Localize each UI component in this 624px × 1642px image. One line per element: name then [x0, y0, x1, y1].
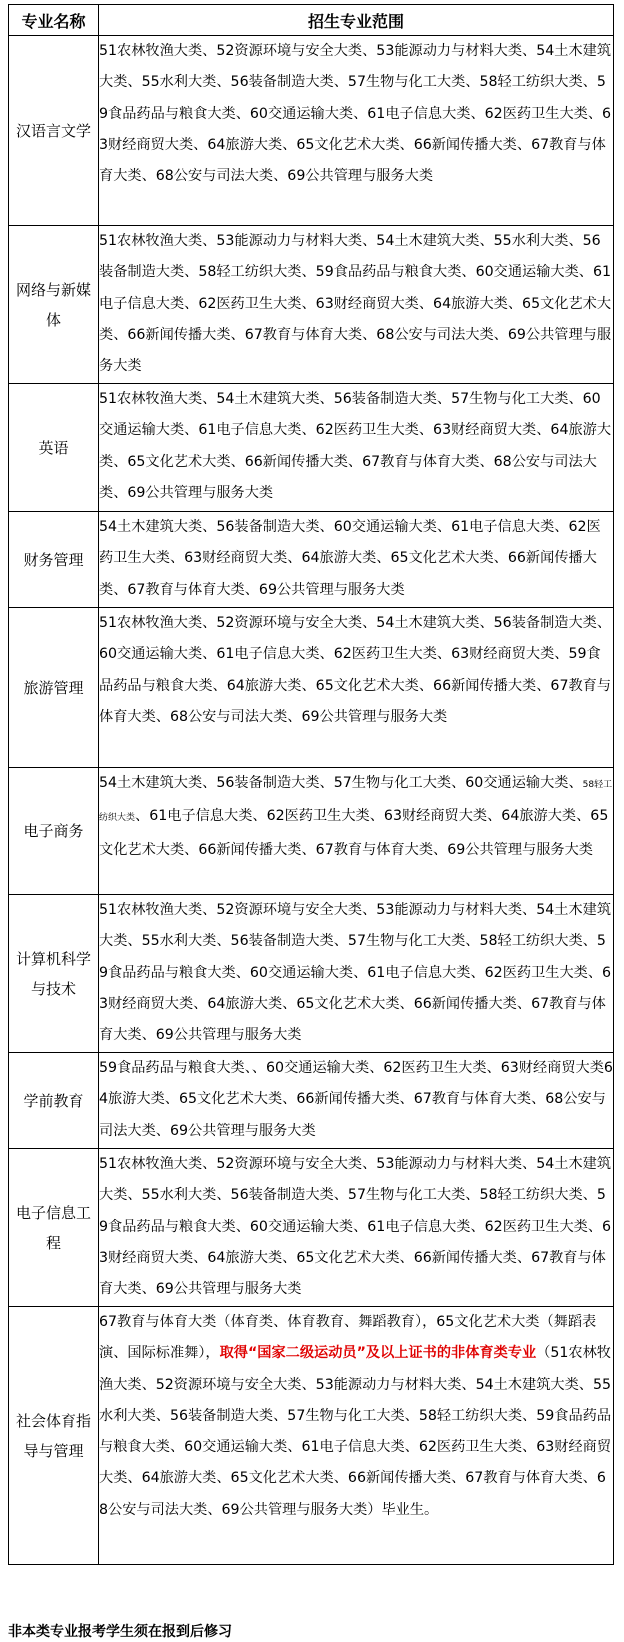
scope-text-part1: 67教育与体育大类（体育类、体育教育、舞蹈教育），65文化艺术大类（舞蹈表演、国际标准舞）， — [99, 1314, 597, 1362]
enrollment-scope: 59食品药品与粮食大类、、60交通运输大类、62医药卫生大类、63财经商贸大类64旅游大类、65文化艺术大类、66新闻传播大类、67教育与体育大类、68公安与司法大类、69公共管理与服务大类 — [99, 1053, 614, 1149]
table-row — [9, 768, 614, 895]
scope-text-highlight: 取得“国家二级运动员”及以上证书的非体育类专业 — [219, 1345, 537, 1362]
scope-text-part2: （51农林牧渔大类、52资源环境与安全大类、53能源动力与材料大类、54土木建筑大类、55水利大类、56装备制造大类、57生物与化工大类、58轻工纺织大类、59食品药品与粮食大类、60交通运输大类、61电子信息大类、62医药卫生大类、63财经商贸大类、64旅游大类、65文化艺术大类、66新闻传播大类、67教育与体育大类、68公安与司法大类、69公共管理与服务大类）毕业生。 — [99, 1345, 612, 1518]
scope-text-part2: 、61电子信息大类、62医药卫生大类、63财经商贸大类、64旅游大类、65文化艺术大类、66新闻传播大类、67教育与体育大类、69公共管理与服务大类 — [99, 808, 609, 858]
table-row — [9, 1149, 614, 1307]
table-row — [9, 608, 614, 768]
major-name: 计算机科学与技术 — [9, 895, 99, 1053]
enrollment-scope: 51农林牧渔大类、52资源环境与安全大类、54土木建筑大类、56装备制造大类、60交通运输大类、61电子信息大类、62医药卫生大类、63财经商贸大类、59食品药品与粮食大类、64旅游大类、65文化艺术大类、66新闻传播大类、67教育与体育大类、68公安与司法大类、69公共管理与服务大类 — [99, 608, 614, 768]
scope-text-small: 58轻工纺织大类 — [99, 780, 613, 824]
footnote-text: 非本类专业报考学生须在报到后修习 — [8, 1624, 232, 1640]
major-name: 英语 — [9, 384, 99, 512]
enrollment-scope: 51农林牧渔大类、53能源动力与材料大类、54土木建筑大类、55水利大类、56装备制造大类、58轻工纺织大类、59食品药品与粮食大类、60交通运输大类、61电子信息大类、62医药卫生大类、63财经商贸大类、64旅游大类、65文化艺术大类、66新闻传播大类、67教育与体育大类、68公安与司法大类、69公共管理与服务大类 — [99, 226, 614, 384]
major-scope-table — [8, 4, 614, 1565]
table-row — [9, 36, 614, 226]
major-name: 电子商务 — [9, 768, 99, 895]
major-name: 财务管理 — [9, 512, 99, 608]
enrollment-scope: 51农林牧渔大类、52资源环境与安全大类、53能源动力与材料大类、54土木建筑大类、55水利大类、56装备制造大类、57生物与化工大类、58轻工纺织大类、59食品药品与粮食大类、60交通运输大类、61电子信息大类、62医药卫生大类、63财经商贸大类、64旅游大类、65文化艺术大类、66新闻传播大类、67教育与体育大类、69公共管理与服务大类 — [99, 895, 614, 1053]
major-name: 学前教育 — [9, 1053, 99, 1149]
table-row — [9, 1307, 614, 1565]
header-major-name: 专业名称 — [9, 5, 99, 36]
scope-text-part1: 54土木建筑大类、56装备制造大类、57生物与化工大类、60交通运输大类、 — [99, 775, 583, 791]
table-row — [9, 1053, 614, 1149]
enrollment-scope: 51农林牧渔大类、54土木建筑大类、56装备制造大类、57生物与化工大类、60交通运输大类、61电子信息大类、62医药卫生大类、63财经商贸大类、64旅游大类、65文化艺术大类、66新闻传播大类、67教育与体育大类、68公安与司法大类、69公共管理与服务大类 — [99, 384, 614, 512]
major-name: 汉语言文学 — [9, 36, 99, 226]
table-row — [9, 384, 614, 512]
enrollment-scope — [99, 1307, 614, 1565]
enrollment-scope: 54土木建筑大类、56装备制造大类、60交通运输大类、61电子信息大类、62医药卫生大类、63财经商贸大类、64旅游大类、65文化艺术大类、66新闻传播大类、67教育与体育大类、69公共管理与服务大类 — [99, 512, 614, 608]
enrollment-scope: 51农林牧渔大类、52资源环境与安全大类、53能源动力与材料大类、54土木建筑大类、55水利大类、56装备制造大类、57生物与化工大类、58轻工纺织大类、59食品药品与粮食大类、60交通运输大类、61电子信息大类、62医药卫生大类、63财经商贸大类、64旅游大类、65文化艺术大类、66新闻传播大类、67教育与体育大类、69公共管理与服务大类 — [99, 1149, 614, 1307]
major-name: 旅游管理 — [9, 608, 99, 768]
table-row — [9, 512, 614, 608]
enrollment-scope: 51农林牧渔大类、52资源环境与安全大类、53能源动力与材料大类、54土木建筑大类、55水利大类、56装备制造大类、57生物与化工大类、58轻工纺织大类、59食品药品与粮食大类、60交通运输大类、61电子信息大类、62医药卫生大类、63财经商贸大类、64旅游大类、65文化艺术大类、66新闻传播大类、67教育与体育大类、68公安与司法大类、69公共管理与服务大类 — [99, 36, 614, 226]
header-enrollment-scope: 招生专业范围 — [99, 5, 614, 36]
table-row — [9, 226, 614, 384]
major-name: 网络与新媒体 — [9, 226, 99, 384]
major-name: 电子信息工程 — [9, 1149, 99, 1307]
table-header-row — [9, 5, 614, 36]
enrollment-scope — [99, 768, 614, 895]
major-name: 社会体育指导与管理 — [9, 1307, 99, 1565]
table-row — [9, 895, 614, 1053]
